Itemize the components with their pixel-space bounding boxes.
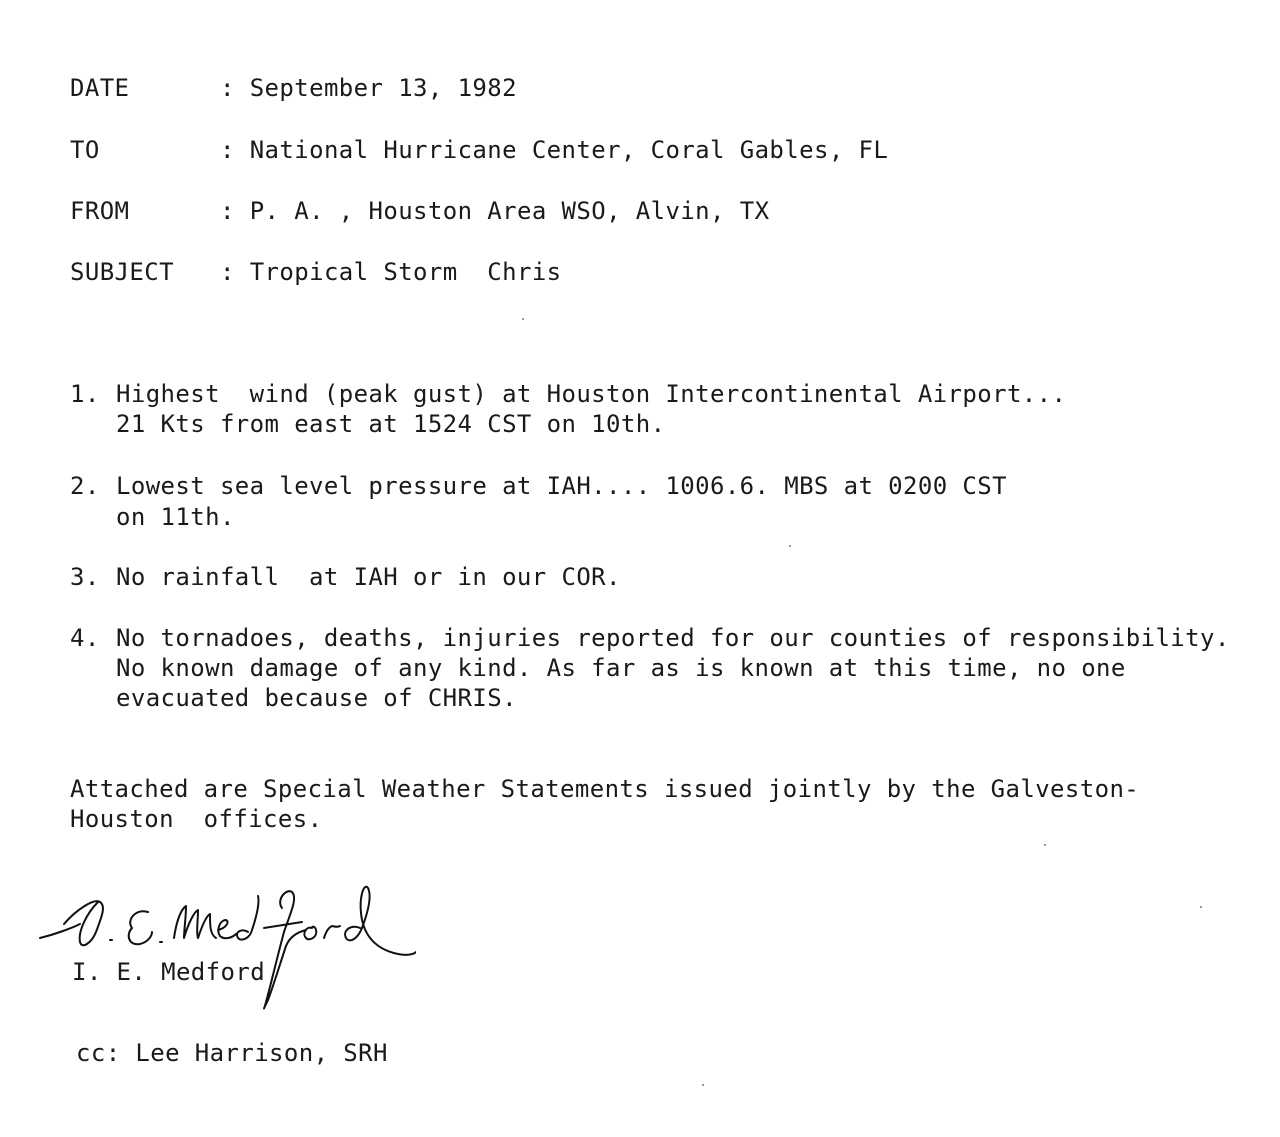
typed-signer-name: I. E. Medford (72, 958, 266, 986)
item-number: 2. (70, 472, 100, 500)
item-line: No known damage of any kind. As far as is known at this time, no one (116, 654, 1126, 682)
item-line: No tornadoes, deaths, injuries reported for our counties of responsibility. (116, 624, 1230, 652)
attachment-line: Attached are Special Weather Statements issued jointly by the Galveston- (70, 775, 1140, 803)
item-number: 1. (70, 380, 100, 408)
subject-value: : Tropical Storm Chris (220, 258, 562, 286)
item-line: No rainfall at IAH or in our COR. (116, 563, 621, 591)
scan-speck (1200, 906, 1202, 908)
subject-label: SUBJECT (70, 258, 174, 286)
handwritten-signature (36, 880, 416, 1020)
item-line: on 11th. (116, 503, 235, 531)
from-value: : P. A. , Houston Area WSO, Alvin, TX (220, 197, 770, 225)
from-label: FROM (70, 197, 130, 225)
scan-speck (522, 318, 524, 320)
item-line: Lowest sea level pressure at IAH.... 1006.6. MBS at 0200 CST (116, 472, 1007, 500)
item-line: Highest wind (peak gust) at Houston Intercontinental Airport... (116, 380, 1067, 408)
item-line: 21 Kts from east at 1524 CST on 10th. (116, 410, 666, 438)
to-value: : National Hurricane Center, Coral Gables, FL (220, 136, 889, 164)
to-label: TO (70, 136, 100, 164)
attachment-line: Houston offices. (70, 805, 323, 833)
scan-speck (1044, 844, 1046, 846)
date-value: : September 13, 1982 (220, 74, 517, 102)
date-label: DATE (70, 74, 130, 102)
scan-speck (702, 1084, 704, 1086)
cc-line: cc: Lee Harrison, SRH (76, 1039, 388, 1067)
item-line: evacuated because of CHRIS. (116, 684, 517, 712)
item-number: 4. (70, 624, 100, 652)
scan-speck (789, 545, 791, 547)
item-number: 3. (70, 563, 100, 591)
